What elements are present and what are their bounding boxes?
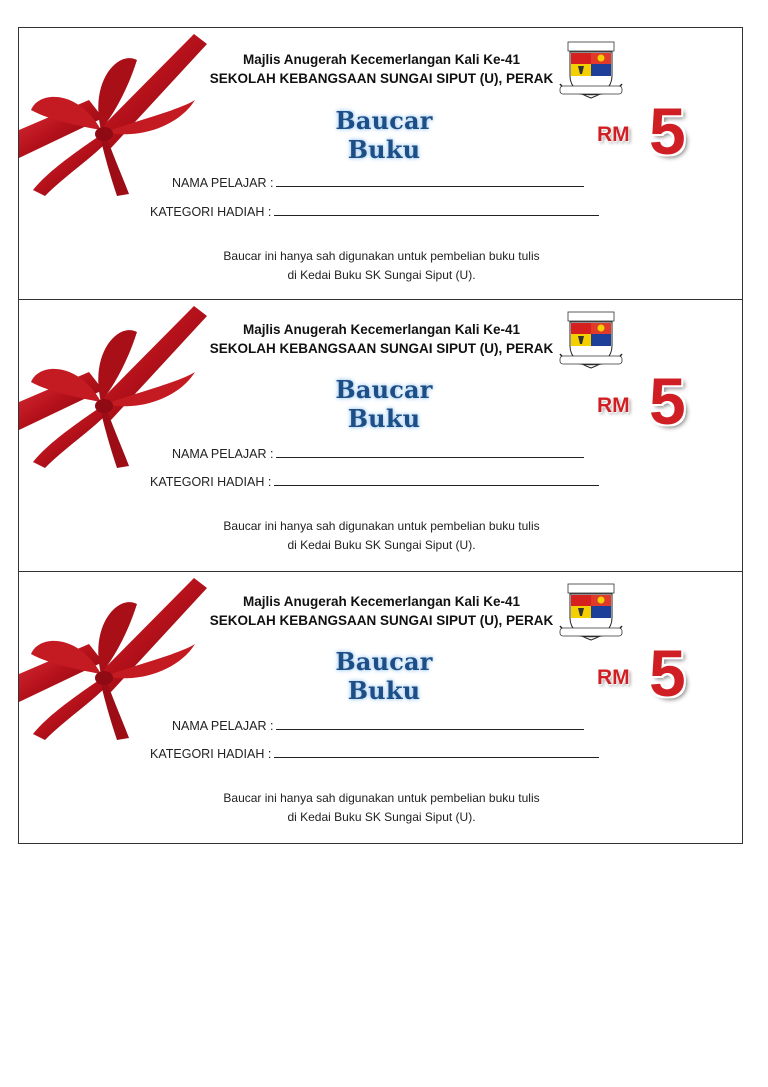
note-line-2: di Kedai Buku SK Sungai Siput (U). [287, 538, 476, 552]
school-crest-icon [556, 40, 626, 104]
voucher-card [18, 300, 743, 572]
event-title: Majlis Anugerah Kecemerlangan Kali Ke-41 [242, 52, 521, 67]
category-label: KATEGORI HADIAH : [150, 475, 272, 489]
category-blank[interactable] [274, 473, 599, 486]
currency-label: RM [597, 123, 630, 146]
currency-label: RM [597, 666, 630, 689]
voucher-heading [169, 50, 594, 88]
voucher-card [18, 572, 743, 844]
student-name-field[interactable] [172, 717, 584, 733]
category-field[interactable] [150, 745, 599, 761]
voucher-title: Baucar Buku [335, 106, 433, 164]
event-title: Majlis Anugerah Kecemerlangan Kali Ke-41 [242, 322, 521, 337]
voucher-title: Baucar Buku [335, 375, 433, 433]
voucher-note [169, 247, 594, 285]
school-name: SEKOLAH KEBANGSAAN SUNGAI SIPUT (U), PERAK [209, 613, 554, 628]
student-name-blank[interactable] [276, 717, 584, 730]
school-crest-icon [556, 582, 626, 646]
amount-value: 5 [649, 364, 686, 438]
category-blank[interactable] [274, 745, 599, 758]
student-name-label: NAMA PELAJAR : [172, 447, 274, 461]
note-line-2: di Kedai Buku SK Sungai Siput (U). [287, 810, 476, 824]
school-name: SEKOLAH KEBANGSAAN SUNGAI SIPUT (U), PERAK [209, 341, 554, 356]
note-line-1: Baucar ini hanya sah digunakan untuk pembelian buku tulis [223, 791, 540, 805]
category-label: KATEGORI HADIAH : [150, 205, 272, 219]
category-field[interactable] [150, 473, 599, 489]
voucher-heading [169, 592, 594, 630]
student-name-blank[interactable] [276, 174, 584, 187]
event-title: Majlis Anugerah Kecemerlangan Kali Ke-41 [242, 594, 521, 609]
note-line-1: Baucar ini hanya sah digunakan untuk pembelian buku tulis [223, 519, 540, 533]
voucher-sheet [18, 27, 743, 844]
student-name-field[interactable] [172, 445, 584, 461]
currency-label: RM [597, 394, 630, 417]
category-blank[interactable] [274, 203, 599, 216]
student-name-blank[interactable] [276, 445, 584, 458]
voucher-title: Baucar Buku [335, 647, 433, 705]
school-crest-icon [556, 310, 626, 374]
note-line-2: di Kedai Buku SK Sungai Siput (U). [287, 268, 476, 282]
voucher-note [169, 789, 594, 827]
voucher-card [18, 27, 743, 300]
student-name-label: NAMA PELAJAR : [172, 176, 274, 190]
note-line-1: Baucar ini hanya sah digunakan untuk pembelian buku tulis [223, 249, 540, 263]
student-name-field[interactable] [172, 174, 584, 190]
voucher-note [169, 517, 594, 555]
amount-value: 5 [649, 94, 686, 168]
category-label: KATEGORI HADIAH : [150, 747, 272, 761]
category-field[interactable] [150, 203, 599, 219]
school-name: SEKOLAH KEBANGSAAN SUNGAI SIPUT (U), PERAK [209, 71, 554, 86]
student-name-label: NAMA PELAJAR : [172, 719, 274, 733]
amount-value: 5 [649, 636, 686, 710]
voucher-heading [169, 320, 594, 358]
